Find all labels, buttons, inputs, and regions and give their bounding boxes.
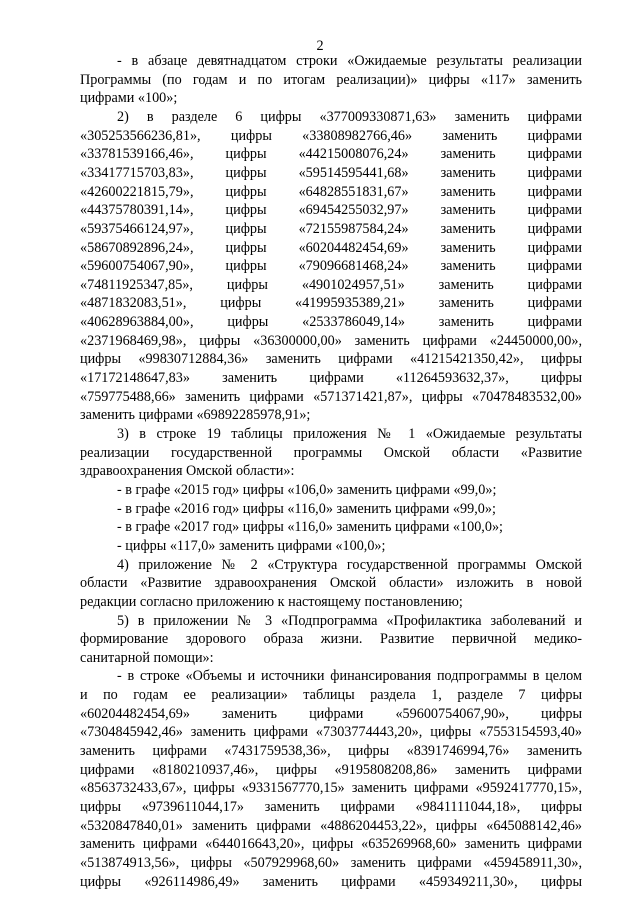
text-line: 2) в разделе 6 цифры «377009330871,63» заменить цифрами xyxy=(117,108,582,125)
text-line: и по годам ее реализации» таблицы раздела 1, разделе 7 цифры xyxy=(80,687,582,704)
text-line: «44375780391,14», цифры «69454255032,97» заменить цифрами xyxy=(80,202,582,219)
text-line: 3) в строке 19 таблицы приложения № 1 «Ожидаемые результаты xyxy=(117,426,582,442)
text-line: «305253566236,81», цифры «33808982766,46» заменить цифрами xyxy=(80,127,582,144)
text-line: «40628963884,00», цифры «2533786049,14» заменить цифрами xyxy=(80,314,582,331)
text-line: «7304845942,46» заменить цифрами «7303774443,20», цифры «7553154593,40» xyxy=(80,724,582,741)
text-line: цифрами «100»; xyxy=(80,90,178,107)
text-line: «33781539166,46», цифры «44215008076,24» заменить цифрами xyxy=(80,146,582,163)
text-line: «759775488,66» заменить цифрами «571371421,87», цифры «70478483532,00» xyxy=(80,388,582,405)
text-line: здравоохранения Омской области»: xyxy=(80,463,295,480)
text-line: области «Развитие здравоохранения Омской области» изложить в новой xyxy=(80,575,582,592)
text-line: «33417715703,83», цифры «59514595441,68» заменить цифрами xyxy=(80,164,582,181)
text-line: заменить цифрами «644016643,20», цифры «635269968,60» заменить цифрами xyxy=(80,836,582,853)
text-line: «513874913,56», цифры «507929968,60» заменить цифрами «459458911,30», xyxy=(80,854,582,871)
text-line: санитарной помощи»: xyxy=(80,649,214,666)
text-line: - цифры «117,0» заменить цифрами «100,0»; xyxy=(117,537,386,554)
text-line: цифрами «8180210937,46», цифры «9195808208,86» заменить цифрами xyxy=(80,761,582,778)
page-number: 2 xyxy=(316,38,324,54)
text-line: - в абзаце девятнадцатом строки «Ожидаемые результаты реализации xyxy=(117,53,582,69)
text-line: - в графе «2017 год» цифры «116,0» заменить цифрами «100,0»; xyxy=(117,519,503,536)
text-line: «17172148647,83» заменить цифрами «11264593632,37», цифры xyxy=(80,370,582,386)
text-line: «4871832083,51», цифры «41995935389,21» заменить цифрами xyxy=(80,295,582,312)
text-line: - в графе «2015 год» цифры «106,0» заменить цифрами «99,0»; xyxy=(117,481,497,498)
text-line: цифры «926114986,49» заменить цифрами «459349211,30», цифры xyxy=(80,873,582,890)
text-line: - в графе «2016 год» цифры «116,0» заменить цифрами «99,0»; xyxy=(117,500,496,517)
text-line: Программы (по годам и по итогам реализации)» цифры «117» заменить xyxy=(80,71,582,88)
text-line: - в строке «Объемы и источники финансирования подпрограммы в целом xyxy=(117,668,582,685)
text-line: «74811925347,85», цифры «4901024957,51» заменить цифрами xyxy=(80,276,582,293)
text-line: реализации государственной программы Омской области «Развитие xyxy=(80,444,582,461)
text-line: цифры «99830712884,36» заменить цифрами «41215421350,42», цифры xyxy=(80,351,582,368)
text-line: цифры «9739611044,17» заменить цифрами «9841111044,18», цифры xyxy=(80,799,582,815)
text-line: редакции согласно приложению к настоящему постановлению; xyxy=(80,593,463,610)
text-line: 5) в приложении № 3 «Подпрограмма «Профилактика заболеваний и xyxy=(117,612,582,629)
text-line: «42600221815,79», цифры «64828551831,67» заменить цифрами xyxy=(80,183,582,200)
text-line: формирование здорового образа жизни. Развитие первичной медико- xyxy=(80,631,582,648)
text-line: 4) приложение № 2 «Структура государственной программы Омской xyxy=(117,556,582,573)
text-line: «8563732433,67», цифры «9331567770,15» заменить цифрами «9592417770,15», xyxy=(80,780,582,797)
text-line: «5320847840,01» заменить цифрами «4886204453,22», цифры «645088142,46» xyxy=(80,817,582,834)
text-line: «58670892896,24», цифры «60204482454,69» заменить цифрами xyxy=(80,239,582,256)
text-line: заменить цифрами «69892285978,91»; xyxy=(80,407,311,424)
text-line: заменить цифрами «7431759538,36», цифры «8391746994,76» заменить xyxy=(80,743,582,759)
text-line: «2371968469,98», цифры «36300000,00» заменить цифрами «24450000,00», xyxy=(80,332,582,349)
text-line: «60204482454,69» заменить цифрами «59600754067,90», цифры xyxy=(80,705,582,722)
text-line: «59600754067,90», цифры «79096681468,24» заменить цифрами xyxy=(80,258,582,275)
text-line: «59375466124,97», цифры «72155987584,24» заменить цифрами xyxy=(80,220,582,237)
